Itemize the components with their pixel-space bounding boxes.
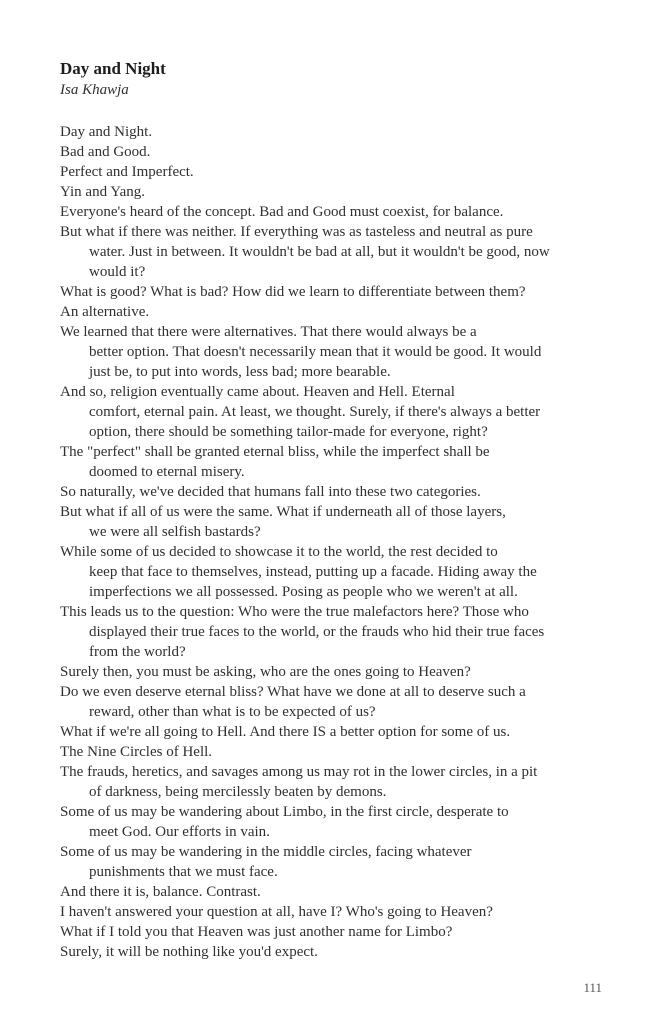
poem-line: punishments that we must face.: [89, 864, 278, 880]
poem-paragraph: [60, 302, 620, 322]
poem-paragraph: [60, 482, 620, 502]
poem-header: [60, 59, 166, 100]
poem-line: This leads us to the question: Who were the true malefactors here? Those who: [60, 604, 529, 620]
poem-paragraph: [60, 802, 620, 842]
poem-paragraph: [60, 662, 620, 682]
poem-line: But what if there was neither. If everything was as tasteless and neutral as pure: [60, 224, 533, 240]
poem-line: just be, to put into words, less bad; more bearable.: [89, 364, 391, 380]
poem-paragraph: [60, 762, 620, 802]
poem-line: comfort, eternal pain. At least, we thought. Surely, if there's always a better: [89, 404, 541, 420]
poem-paragraph: [60, 502, 620, 542]
poem-line: The "perfect" shall be granted eternal bliss, while the imperfect shall be: [60, 444, 490, 460]
poem-line: from the world?: [89, 644, 186, 660]
poem-line: water. Just in between. It wouldn't be bad at all, but it wouldn't be good, now: [89, 244, 550, 260]
poem-line: Bad and Good.: [60, 144, 151, 160]
poem-title: Day and Night: [60, 59, 166, 78]
poem-line: The Nine Circles of Hell.: [60, 744, 213, 760]
poem-paragraph: [60, 682, 620, 722]
poem-line: we were all selfish bastards?: [89, 524, 261, 540]
poem-line: Some of us may be wandering about Limbo, in the first circle, desperate to: [60, 804, 509, 820]
poem-line: An alternative.: [60, 304, 150, 320]
poem-line: reward, other than what is to be expected of us?: [89, 704, 376, 720]
poem-paragraph: [60, 382, 620, 442]
poem-paragraph: [60, 202, 620, 222]
poem-paragraph: [60, 122, 620, 142]
poem-line: keep that face to themselves, instead, putting up a facade. Hiding away the: [89, 564, 537, 580]
poem-line: better option. That doesn't necessarily mean that it would be good. It would: [89, 344, 542, 360]
poem-paragraph: [60, 282, 620, 302]
poem-paragraph: [60, 222, 620, 282]
poem-line: While some of us decided to showcase it to the world, the rest decided to: [60, 544, 498, 560]
poem-line: Everyone's heard of the concept. Bad and Good must coexist, for balance.: [60, 204, 504, 220]
poem-paragraph: [60, 922, 620, 942]
poem-line: would it?: [89, 264, 146, 280]
poem-line: Surely, it will be nothing like you'd expect.: [60, 944, 318, 960]
poem-line: And there it is, balance. Contrast.: [60, 884, 261, 900]
poem-line: displayed their true faces to the world, or the frauds who hid their true faces: [89, 624, 545, 640]
poem-line: Perfect and Imperfect.: [60, 164, 194, 180]
poem-line: Day and Night.: [60, 124, 153, 140]
page-number: 111: [583, 980, 602, 995]
poem-line: option, there should be something tailor-made for everyone, right?: [89, 424, 488, 440]
poem-line: What if we're all going to Hell. And there IS a better option for some of us.: [60, 724, 511, 740]
poem-paragraph: [60, 142, 620, 162]
poem-paragraph: [60, 942, 620, 962]
poem-paragraph: [60, 902, 620, 922]
poem-paragraph: [60, 882, 620, 902]
poem-paragraph: [60, 162, 620, 182]
poem-line: The frauds, heretics, and savages among us may rot in the lower circles, in a pit: [60, 764, 538, 780]
poem-paragraph: [60, 742, 620, 762]
poem-line: doomed to eternal misery.: [89, 464, 245, 480]
poem-paragraph: [60, 542, 620, 602]
poem-line: What if I told you that Heaven was just another name for Limbo?: [60, 924, 453, 940]
poem-line: imperfections we all possessed. Posing as people who we weren't at all.: [89, 584, 518, 600]
poem-paragraph: [60, 182, 620, 202]
poem-line: And so, religion eventually came about. Heaven and Hell. Eternal: [60, 384, 455, 400]
poem-line: We learned that there were alternatives. That there would always be a: [60, 324, 477, 340]
poem-line: Some of us may be wandering in the middle circles, facing whatever: [60, 844, 472, 860]
poem-line: of darkness, being mercilessly beaten by demons.: [89, 784, 387, 800]
poem-line: Yin and Yang.: [60, 184, 146, 200]
poem-author: Isa Khawja: [60, 82, 129, 98]
poem-line: Do we even deserve eternal bliss? What have we done at all to deserve such a: [60, 684, 526, 700]
poem-paragraph: [60, 322, 620, 382]
poem-paragraph: [60, 602, 620, 662]
poem-line: I haven't answered your question at all, have I? Who's going to Heaven?: [60, 904, 493, 920]
poem-body: [60, 122, 620, 962]
poem-paragraph: [60, 722, 620, 742]
poem-paragraph: [60, 442, 620, 482]
poem-line: But what if all of us were the same. What if underneath all of those layers,: [60, 504, 506, 520]
poem-line: meet God. Our efforts in vain.: [89, 824, 270, 840]
poem-line: Surely then, you must be asking, who are the ones going to Heaven?: [60, 664, 471, 680]
poem-line: What is good? What is bad? How did we learn to differentiate between them?: [60, 284, 526, 300]
poem-paragraph: [60, 842, 620, 882]
poem-line: So naturally, we've decided that humans fall into these two categories.: [60, 484, 481, 500]
